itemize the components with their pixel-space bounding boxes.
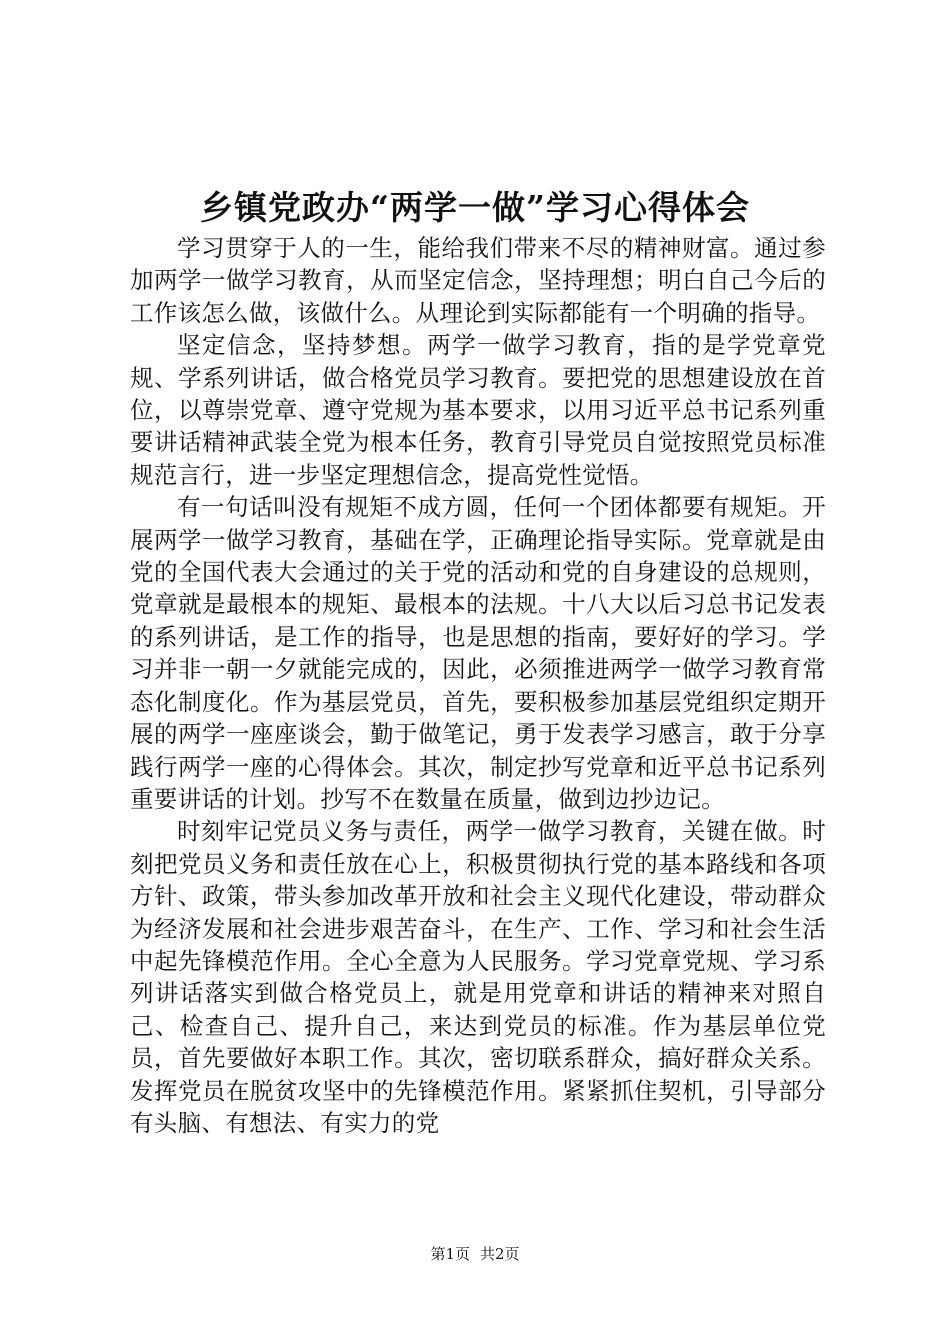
paragraph-4: 时刻牢记党员义务与责任，两学一做学习教育，关键在做。时刻把党员义务和责任放在心上，积极贯彻执行党的基本路线和各项方针、政策，带头参加改革开放和社会主义现代化建设，带动群众为经济发展和社会进步艰苦奋斗，在生产、工作、学习和社会生活中起先锋模范作用。全心全意为人民服务。学习党章党规、学习系列讲话落实到做合格党员上，就是用党章和讲话的精神来对照自己、检查自己、提升自己，来达到党员的标准。作为基层单位党员，首先要做好本职工作。其次，密切联系群众，搞好群众关系。发挥党员在脱贫攻坚中的先锋模范作用。紧紧抓住契机，引导部分有头脑、有想法、有实力的党 <box>130 817 826 1137</box>
document-title: 乡镇党政办“两学一做”学习心得体会 <box>200 188 750 227</box>
paragraph-1: 学习贯穿于人的一生，能给我们带来不尽的精神财富。通过参加两学一做学习教育，从而坚定信念，坚持理想；明白自己今后的工作该怎么做，该做什么。从理论到实际都能有一个明确的指导。 <box>130 234 826 327</box>
page-number: 第1页 <box>430 1245 470 1263</box>
paragraph-2: 坚定信念，坚持梦想。两学一做学习教育，指的是学党章党规、学系列讲话，做合格党员学习教育。要把党的思想建设放在首位，以尊崇党章、遵守党规为基本要求，以用习近平总书记系列重要讲话精神武装全党为根本任务，教育引导党员自觉按照党员标准规范言行，进一步坚定理想信念，提高党性觉悟。 <box>130 331 826 489</box>
paragraph-3: 有一句话叫没有规矩不成方圆，任何一个团体都要有规矩。开展两学一做学习教育，基础在学，正确理论指导实际。党章就是由党的全国代表大会通过的关于党的活动和党的自身建设的总规则，党章就是最根本的规矩、最根本的法规。十八大以后习总书记发表的系列讲话，是工作的指导，也是思想的指南，要好好的学习。学习并非一朝一夕就能完成的，因此，必须推进两学一做学习教育常态化制度化。作为基层党员，首先，要积极参加基层党组织定期开展的两学一座座谈会，勤于做笔记，勇于发表学习感言，敢于分享践行两学一座的心得体会。其次，制定抄写党章和近平总书记系列重要讲话的计划。抄写不在数量在质量，做到边抄边记。 <box>130 493 826 813</box>
page-total: 共2页 <box>480 1245 520 1263</box>
page-footer <box>0 1244 950 1264</box>
document-body <box>130 232 826 1139</box>
